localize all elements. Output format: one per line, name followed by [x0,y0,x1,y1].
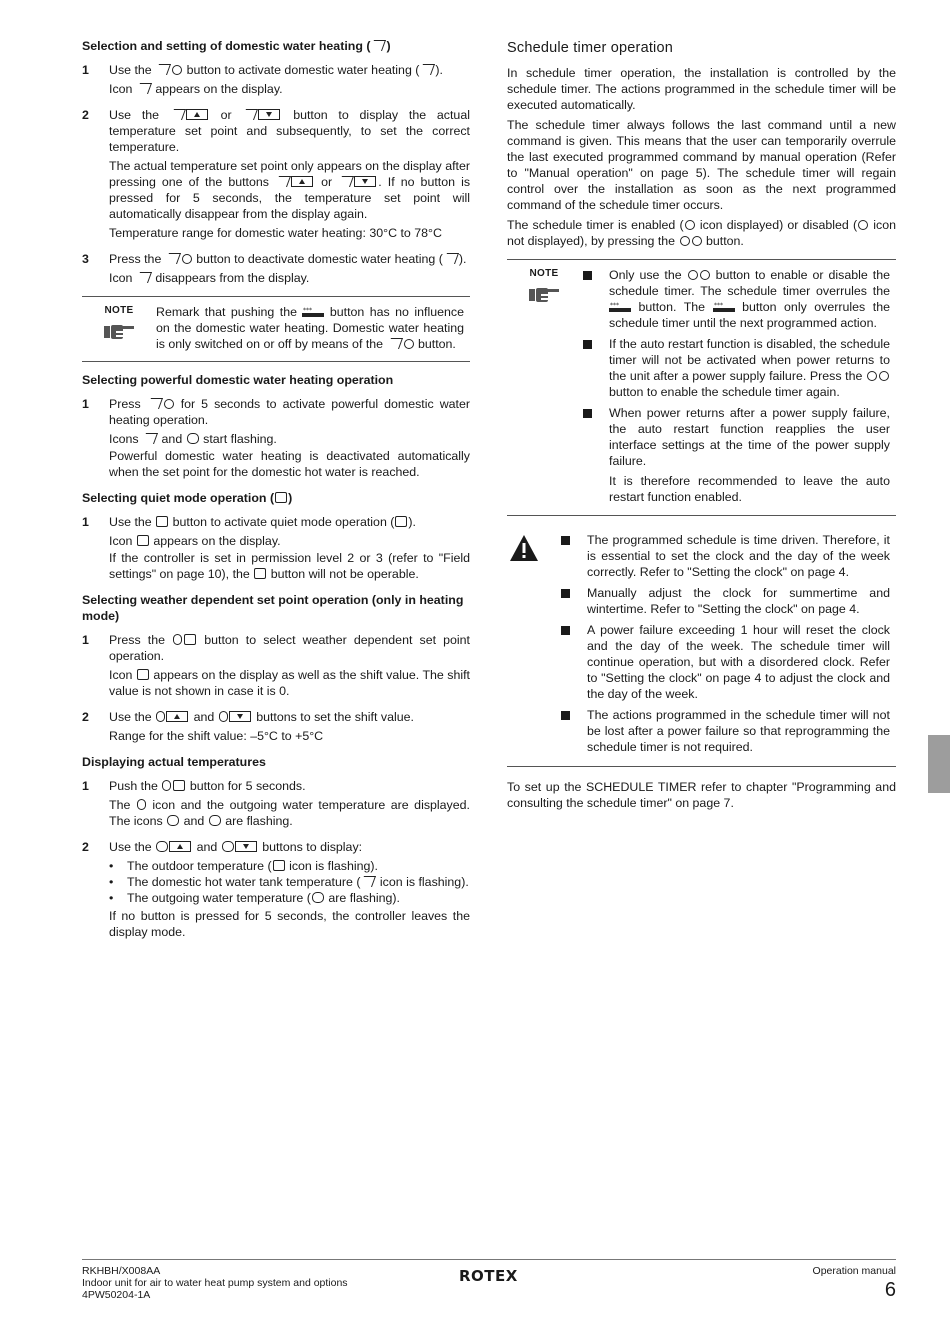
power-icon [404,339,414,349]
clock-icon [858,220,868,230]
down-button-icon [229,711,251,722]
tap-icon [275,176,291,187]
thermometer-icon [173,634,182,645]
pointing-hand-icon [102,320,136,342]
svg-text:***: *** [303,307,313,314]
clock-icon [680,236,690,246]
clock-icon [688,270,698,280]
warning-icon [509,534,539,562]
step-1: 1 Use the button to activate domestic water heating ( ). Icon appears on the display. [82,63,443,96]
thermometer-icon [137,799,146,810]
thermometer-icon [162,780,171,791]
list-item: • The domestic hot water tank temperature ( icon is flashing). [109,874,470,890]
tap-icon [387,338,403,349]
rotex-logo: ROTEX [459,1267,518,1285]
chapter-tab [928,735,950,793]
tap-icon [443,253,459,264]
step-2: 2 Use the or button to display the actual temperature set point and subsequently, to set the correct temperature. The actual temperature set point only appears on the display after pressing one of the buttons or . If no button is pressed for 5 seconds, the temperature set point will automatically disappear from the display again. Temperature range for domestic water heating: 30°C to 78°C [82,108,471,240]
clock-icon [156,841,168,852]
cancel-icon [692,236,702,246]
up-button-icon [186,109,208,120]
cancel-icon [700,270,710,280]
quiet-mode-icon [254,568,266,579]
pointing-hand-icon [527,283,561,305]
step-1: 1 Press for 5 seconds to activate powerful domestic water heating operation. Icons and start flashing. Powerful domestic water heating is deactivated automatically when the set point for the domestic hot water is reached. [82,397,470,479]
clock-icon [222,841,234,852]
footer-model: RKHBH/X008AA [82,1265,161,1277]
tap-icon [142,433,158,444]
footer-description: Indoor unit for air to water heat pump system and options [82,1277,348,1289]
left-column [82,38,470,950]
tap-icon [147,398,163,409]
power-icon [172,65,182,75]
tap-icon [338,176,354,187]
powerful-mode-icon [302,307,324,317]
tap-icon [136,272,152,283]
step-1: 1 Use the button to activate quiet mode operation ( ). Icon appears on the display. If the controller is set in permission level 2 or 3 (refer to "Field settings" on page 10), the button will not be operable. [82,515,470,581]
note-box: NOTE Remark that pushing the *** button has no influence on the domestic water heating. Domestic water heating is only switched on or off by means of the button. [82,296,470,362]
outdoor-house-icon [273,860,285,871]
step-1: 1 Press the button to select weather dependent set point operation. Icon appears on the display as well as the shift value. The shift value is not shown in case it is 0. [82,633,471,698]
thermometer-icon [156,711,165,722]
section-title-actual-temperatures: Displaying actual temperatures [82,755,266,769]
svg-text:***: *** [713,302,723,309]
warning-box [507,526,896,767]
tap-icon [165,253,181,264]
note-label: NOTE [529,268,559,279]
warning-item: The actions programmed in the schedule timer will not be lost after a power failure so that reprogramming the schedule timer is not required. [559,707,890,755]
page-number: 6 [884,1279,896,1301]
powerful-mode-icon [713,302,735,312]
section-title-quiet-mode: Selecting quiet mode operation ( ) [82,491,293,505]
paragraph: In schedule timer operation, the installation is controlled by the schedule timer. The actions programmed in the schedule timer will be executed automatically. [507,66,896,112]
outgoing-water-icon [167,815,179,826]
tap-icon [155,64,171,75]
weather-dependent-icon [137,669,149,680]
note-item: Only use the button to enable or disable the schedule timer. The schedule timer overrules the *** button. The *** button only overrules the schedule timer until the next programmed action. [581,267,890,331]
note-item: If the auto restart function is disabled, the schedule timer will not be activated when power returns to the unit after a power supply failure. Press the button to enable the schedule timer again. [581,336,890,400]
thermometer-icon [219,711,228,722]
paragraph: The schedule timer is enabled ( icon displayed) or disabled ( icon not displayed), by pressing the button. [507,218,897,248]
quiet-mode-icon [156,516,168,527]
page-footer [82,1259,896,1301]
clock-icon [685,220,695,230]
section-title-domestic-water: Selection and setting of domestic water heating ( ) [82,39,391,53]
paragraph: The schedule timer always follows the last command until a new command is given. This means that the user can temporarily overrule the last executed programmed command by manual operation (Refer to "Manual operation" on page 5). The schedule timer will regain control over the installation as soon as the next programmed command of the schedule timer occurs. [507,118,896,212]
step-1: 1 Push the button for 5 seconds. The icon and the outgoing water temperature are displayed. The icons and are flashing. [82,779,470,828]
step-2: 2 Use the and buttons to display: • The outdoor temperature ( icon is flashing). • The domestic hot water tank temperature ( icon is flashing). • The outgoing water temperature ( are flashing). If no button is pressed for 5 seconds, the controller leaves the display mode. [82,839,470,940]
note-box [507,259,896,516]
tap-icon [370,40,386,51]
up-button-icon [291,176,313,187]
step-2: 2 Use the and buttons to set the shift value. Range for the shift value: –5°C to +5°C [82,710,414,743]
display-options-list [109,858,470,906]
cancel-icon [879,371,889,381]
up-button-icon [166,711,188,722]
heating-cooling-icon [209,815,221,826]
clock-icon [867,371,877,381]
power-icon [164,399,174,409]
list-item: • The outdoor temperature ( icon is flashing). [109,858,470,874]
up-button-icon [169,841,191,852]
warning-item: The programmed schedule is time driven. Therefore, it is essential to set the clock and the day of the week correctly. Refer to "Setting the clock" on page 4. [559,532,890,580]
quiet-mode-icon [137,535,149,546]
closing-paragraph: To set up the SCHEDULE TIMER refer to chapter "Programming and consulting the schedule timer" on page 7. [507,780,896,810]
heater-icon [187,433,199,444]
right-column [507,38,896,815]
down-button-icon [235,841,257,852]
weather-dependent-icon [184,634,196,645]
quiet-mode-icon [275,492,287,503]
powerful-mode-icon [609,302,631,312]
tap-icon [242,109,258,120]
quiet-mode-icon [395,516,407,527]
tap-icon [170,109,186,120]
power-icon [182,254,192,264]
tap-icon [136,83,152,94]
section-title-weather-dependent: Selecting weather dependent set point operation (only in heating mode) [82,593,464,623]
warning-item: A power failure exceeding 1 hour will reset the clock and the day of the week. The schedule timer will continue operation, but with a disordered clock. Refer to "Setting the clock" on page 4 to adjust the clock and the day of the week. [559,622,890,702]
tap-icon [419,64,435,75]
down-button-icon [354,176,376,187]
footer-code: 4PW50204-1A [82,1289,151,1301]
heating-cooling-icon [312,892,324,903]
svg-text:***: *** [610,302,619,309]
footer-manual-label: Operation manual [812,1265,896,1277]
note-label: NOTE [104,305,134,316]
note-item: When power returns after a power supply failure, the auto restart function reapplies the user interface settings at the time of the power supply failure. It is therefore recommended to leave the auto restart function enabled. [581,405,890,505]
section-title-powerful: Selecting powerful domestic water heating operation [82,373,394,387]
section-title-schedule-timer: Schedule timer operation [507,40,674,56]
warning-item: Manually adjust the clock for summertime and wintertime. Refer to "Setting the clock" on page 4. [559,585,890,617]
step-3: 3 Press the button to deactivate domestic water heating ( ). Icon disappears from the display. [82,252,467,285]
list-item: • The outgoing water temperature ( are flashing). [109,890,470,906]
down-button-icon [258,109,280,120]
tap-icon [360,876,376,887]
weather-dependent-icon [173,780,185,791]
